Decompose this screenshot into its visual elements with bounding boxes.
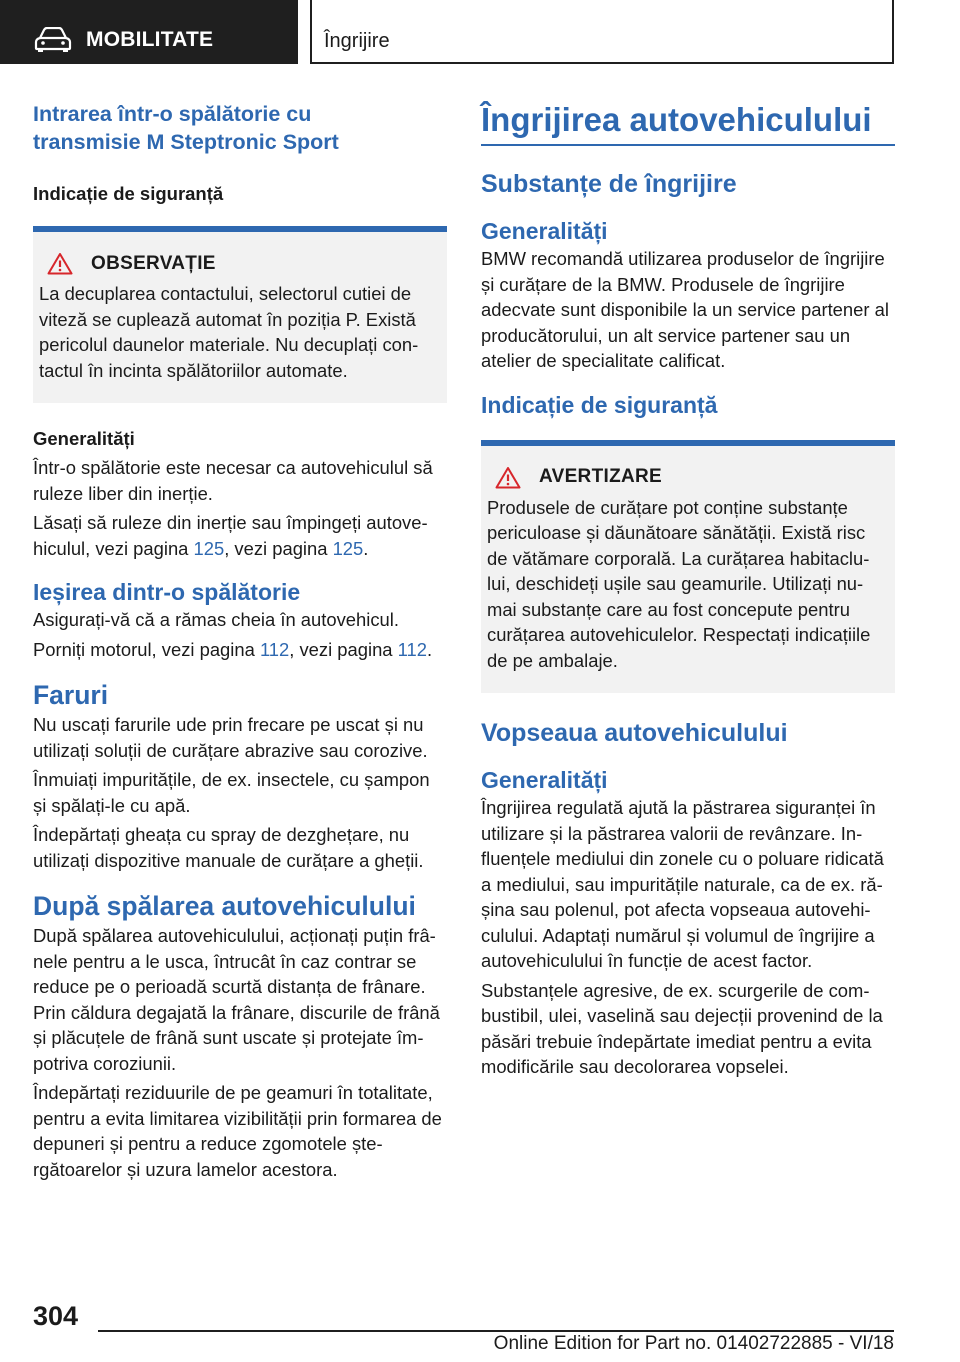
- page-link-125[interactable]: 125: [193, 537, 225, 559]
- warning-text: Produsele de curățare pot conține substanțe periculoase și dăunătoare sănătății. Există risc de vătămare corporală. La curățarea habitaclu-lui, deschideți ușile sau geamurile. Utilizați nu-mai substanțe care au fost concepute pentru curățarea autovehiculelor. Respectați indicațiile de pe ambalaje.: [487, 496, 871, 671]
- edition-note: Online Edition for Part no. 01402722885 - VI/18: [493, 1333, 894, 1354]
- headlights-paragraph-3: Îndepărtați gheața cu spray de dezghețare, nu utilizați dispozitive manuale de curățare a gheții.: [33, 824, 424, 871]
- footer-rule: [98, 1330, 894, 1332]
- heading-general: Generalități: [33, 428, 135, 449]
- page-number: 304: [33, 1301, 79, 1331]
- paint-paragraph-2: Substanțele agresive, de ex. scurgerile de com-bustibil, ulei, vaselină sau dejecții provenind de la păsări trebuie îndepărtate imediat pentru a evita modificările sau decolorarea vopselei.: [481, 979, 883, 1077]
- warning-header: [487, 466, 883, 489]
- heading-safety-note: Indicație de siguranță: [33, 183, 224, 204]
- notice-header: [39, 252, 435, 275]
- heading-exit-car-wash: Ieșirea dintr-o spălătorie: [33, 579, 301, 605]
- heading-headlights: Faruri: [33, 680, 109, 710]
- care-products-paragraph: BMW recomandă utilizarea produselor de îngrijire și curățare de la BMW. Produsele de îngrijire adecvate sunt disponibile la un service partener al producătorului, un alt service partener sau un atelier de specialitate calificat.: [481, 248, 889, 371]
- right-column: [481, 100, 895, 1084]
- warning-title: AVERTIZARE: [539, 466, 662, 487]
- left-column: [33, 100, 447, 1186]
- heading-car-wash-transmission: Intrarea într-o spălătorie cu transmisie M Steptronic Sport: [33, 102, 339, 154]
- section-tab: [0, 0, 298, 64]
- exit-paragraph-2: Porniți motorul, vezi pagina 112, vezi pagina 112.: [33, 638, 433, 660]
- general-paragraph-2: Lăsați să ruleze din inerție sau împingeți autove-hiculul, vezi pagina 125, vezi pagina 125.: [33, 512, 428, 559]
- notice-text: La decuplarea contactului, selectorul cutiei de viteză se cuplează automat în poziția P. Există pericolul daunelor materiale. Nu decuplați con-tactul în incinta spălătoriilor automate.: [39, 283, 419, 381]
- chapter-title: Îngrijire: [324, 30, 390, 52]
- heading-safety-right: Indicație de siguranță: [481, 391, 718, 418]
- page-link-125-b[interactable]: 125: [332, 537, 364, 559]
- chapter-box: [310, 0, 894, 64]
- warning-box: [481, 440, 895, 694]
- notice-box: [33, 226, 447, 403]
- after-wash-paragraph-2: Îndepărtați reziduurile de pe geamuri în totalitate, pentru a evita limitarea vizibilității prin formarea de depuneri și pentru a reduce zgomotele ște-rgătoarelor și uzura lamelor acestora.: [33, 1082, 442, 1180]
- page-header: [0, 0, 960, 66]
- page-link-112[interactable]: 112: [259, 638, 290, 660]
- headlights-paragraph-2: Înmuiați impuritățile, de ex. insectele, cu șampon și spălați-le cu apă.: [33, 769, 430, 816]
- exit-paragraph-1: Asigurați-vă că a rămas cheia în autovehicul.: [33, 609, 399, 630]
- car-icon: [34, 27, 72, 53]
- after-wash-paragraph-1: După spălarea autovehiculului, acționați puțin frâ-nele pentru a le usca, întrucât în caz contrar se reduce pe o perioadă scurtă distanța de frânare. Prin căldura degajată la frânare, discurile de frână și plăcuțele de frână sunt uscate și protejate îm-potriva coroziunii.: [33, 925, 440, 1074]
- heading-after-wash: După spălarea autovehiculului: [33, 891, 416, 921]
- heading-vehicle-paint: Vopseaua autovehiculului: [481, 719, 788, 747]
- headlights-paragraph-1: Nu uscați farurile ude prin frecare pe uscat și nu utilizați soluții de curățare abrazive sau corozive.: [33, 714, 428, 761]
- heading-care-products: Substanțe de îngrijire: [481, 170, 737, 198]
- paint-paragraph-1: Îngrijirea regulată ajută la păstrarea siguranței în utilizare și la păstrarea valorii de revânzare. In-fluențele mediului din zonele cu o poluare ridicată a mediului, sau impuritățile naturale, ca de ex. ră-șina sau polenul, pot afecta vopseaua autovehi-culului. Adaptați numărul și volumul de îngrijire a autovehiculului în funcție de acest factor.: [481, 797, 884, 971]
- warning-triangle-icon: [495, 466, 521, 489]
- general-paragraph-1: Într-o spălătorie este necesar ca autovehiculul să ruleze liber din inerție.: [33, 457, 433, 504]
- heading-paint-general: Generalități: [481, 767, 608, 793]
- heading-general-right: Generalități: [481, 218, 608, 244]
- page-title: Îngrijirea autovehiculului: [481, 101, 872, 138]
- page-link-112-b[interactable]: 112: [397, 638, 427, 660]
- section-label: MOBILITATE: [86, 28, 214, 51]
- notice-title: OBSERVAȚIE: [91, 252, 216, 274]
- warning-triangle-icon: [47, 252, 73, 275]
